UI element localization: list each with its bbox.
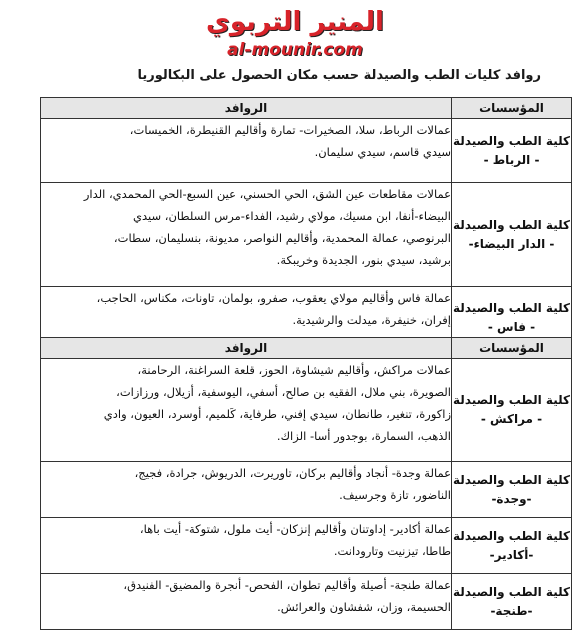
feeder-line: عمالة أكادير- إداوتنان وأقاليم إنزكان- أيت ملول، شتوكة- أيت باها، bbox=[139, 522, 451, 536]
feeder-line: عمالة فاس وأقاليم مولاي يعقوب، صفرو، بولمان، تاونات، مكناس، الحاجب، bbox=[96, 291, 451, 305]
institution-city: - الدار البيضاء- bbox=[468, 236, 555, 251]
table-row-marrakech bbox=[41, 359, 572, 462]
institution-city: - الرباط - bbox=[483, 152, 540, 167]
feeder-line: عمالات الرباط، سلا، الصخيرات- تمارة وأقاليم القنيطرة، الخميسات، bbox=[129, 123, 451, 137]
feeder-line: عمالة وجدة- أنجاد وأقاليم بركان، تاوريرت، الدريوش، جرادة، فجيج، bbox=[134, 466, 451, 480]
institution-name: كلية الطب والصيدلة bbox=[453, 133, 570, 148]
institution-name: كلية الطب والصيدلة bbox=[453, 584, 570, 599]
header-feeders: الروافد bbox=[41, 338, 452, 359]
feeder-line: الذهب، السمارة، بوجدور أسا- الزاك. bbox=[276, 429, 451, 443]
feeder-line: عمالات مقاطعات عين الشق، الحي الحسني، عين السبع-الحي المحمدي، الدار bbox=[83, 187, 451, 201]
feeder-line: زاكورة، تنغير، طانطان، سيدي إفني، طرفاية، كَلميم، أوسرد، العيون، وادي bbox=[103, 407, 451, 421]
institution-city: -أكادير- bbox=[489, 547, 534, 562]
table-row-tangier bbox=[41, 574, 572, 630]
feeder-areas-cell bbox=[41, 574, 452, 630]
institution-city: - فاس - bbox=[487, 319, 536, 334]
institution-cell bbox=[452, 462, 572, 518]
logo-arabic-text: المنير التربوي bbox=[206, 7, 384, 37]
table-header-row bbox=[41, 338, 572, 359]
feeder-line: طاطا، تيزنيت وتارودانت. bbox=[333, 544, 451, 558]
institution-name: كلية الطب والصيدلة bbox=[453, 217, 570, 232]
institution-cell bbox=[452, 359, 572, 462]
feeder-line: الصويرة، بني ملال، الفقيه بن صالح، أسفي، اليوسفية، أزيلال، ورزازات، bbox=[116, 385, 451, 399]
table-header-row bbox=[41, 98, 572, 119]
header-institutions: المؤسسات bbox=[452, 98, 572, 119]
header-feeders: الروافد bbox=[41, 98, 452, 119]
institution-cell bbox=[452, 119, 572, 183]
institution-cell bbox=[452, 574, 572, 630]
feeder-areas-cell bbox=[41, 518, 452, 574]
feeder-line: الحسيمة، وزان، شفشاون والعرائش. bbox=[277, 600, 451, 614]
feeder-line: عمالات مراكش، وأقاليم شيشاوة، الحوز، قلعة السراغنة، الرحامنة، bbox=[137, 363, 451, 377]
affiliation-table-2 bbox=[40, 337, 572, 630]
table-row-oujda bbox=[41, 462, 572, 518]
institution-city: -وجدة- bbox=[491, 491, 532, 506]
logo-latin-text: al-mounir.com bbox=[227, 40, 363, 60]
feeder-line: سيدي قاسم، سيدي سليمان. bbox=[314, 145, 451, 159]
institution-name: كلية الطب والصيدلة bbox=[453, 393, 570, 407]
table-row-agadir bbox=[41, 518, 572, 574]
feeder-areas-cell bbox=[41, 119, 452, 183]
feeder-line: عمالة طنجة- أصيلة وأقاليم تطوان، الفحص- أنجرة والمضيق- الفنيدق، bbox=[123, 578, 451, 592]
page-title: روافد كليات الطب والصيدلة حسب مكان الحصول على البكالوريا bbox=[137, 68, 541, 83]
feeder-line: البرنوصي، عمالة المحمدية، وأقاليم النواصر، مديونة، بنسليمان، سطات، bbox=[113, 231, 451, 245]
feeder-areas-cell bbox=[41, 183, 452, 287]
institution-city: - مراكش - bbox=[480, 412, 543, 426]
feeder-areas-cell bbox=[41, 359, 452, 462]
feeder-line: البيضاء-أنفا، ابن مسيك، مولاي رشيد، الفداء-مرس السلطان، سيدي bbox=[132, 209, 451, 223]
institution-name: كلية الطب والصيدلة bbox=[453, 472, 570, 487]
feeder-line: الناضور، تازة وجرسيف. bbox=[339, 488, 451, 502]
affiliation-table-1 bbox=[40, 97, 572, 349]
site-logo bbox=[205, 4, 385, 64]
institution-cell bbox=[452, 183, 572, 287]
institution-name: كلية الطب والصيدلة bbox=[453, 300, 570, 315]
feeder-areas-cell bbox=[41, 462, 452, 518]
feeder-line: إفران، خنيفرة، ميدلت والرشيدية. bbox=[292, 313, 451, 327]
institution-city: -طنجة- bbox=[490, 603, 533, 618]
feeder-line: برشيد، سيدي بنور، الجديدة وخريبكة. bbox=[276, 253, 451, 267]
header-institutions: المؤسسات bbox=[452, 338, 572, 359]
institution-cell bbox=[452, 518, 572, 574]
institution-name: كلية الطب والصيدلة bbox=[453, 528, 570, 543]
table-row-rabat bbox=[41, 119, 572, 183]
table-row-casablanca bbox=[41, 183, 572, 287]
